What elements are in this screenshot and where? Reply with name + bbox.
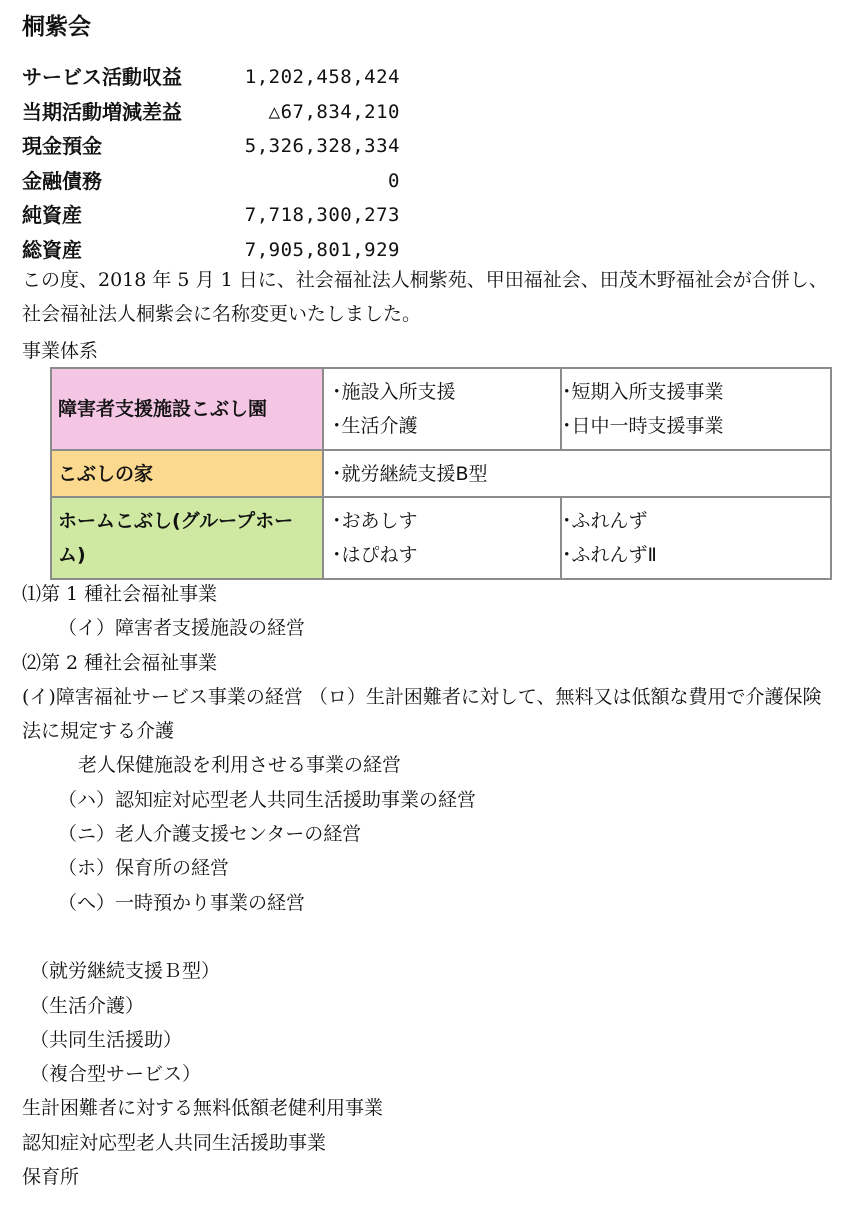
text-line: （イ）障害者支援施設の経営 — [58, 617, 306, 640]
financial-value: 0 — [388, 169, 400, 192]
service-item: ･生活介護 — [332, 415, 418, 437]
financial-label: サービス活動収益 — [22, 65, 182, 89]
financial-row — [22, 60, 402, 95]
text-line: ⑴第 1 種社会福祉事業 — [22, 583, 218, 605]
text-line: (イ)障害福祉サービス事業の経営 （ロ）生計困難者に対して、無料又は低額な費用で介護保険法に規定する介護 — [22, 685, 822, 743]
text-line: （ニ）老人介護支援センターの経営 — [58, 823, 362, 846]
text-line: ⑵第 2 種社会福祉事業 — [22, 651, 218, 674]
table-row — [51, 368, 831, 450]
text-line: 認知症対応型老人共同生活援助事業 — [22, 1131, 327, 1154]
financial-label: 純資産 — [22, 203, 82, 227]
service-item: ･ふれんず — [562, 510, 648, 532]
service-item: ･日中一時支援事業 — [562, 415, 724, 437]
financial-row — [22, 164, 402, 199]
service-cell — [323, 450, 831, 497]
financial-value: 7,718,300,273 — [244, 204, 400, 226]
text-line: （ホ）保育所の経営 — [58, 857, 230, 880]
financial-row — [22, 233, 402, 268]
financial-label: 当期活動増減差益 — [22, 99, 182, 124]
financial-label: 現金預金 — [22, 134, 102, 158]
intro-paragraph: この度、2018 年 5 月 1 日に、社会福祉法人桐紫苑、甲田福祉会、田茂木野福祉会が合併し、社会福祉法人桐紫会に名称変更いたしました。 — [22, 269, 828, 325]
financial-value: △67,834,210 — [268, 100, 400, 123]
service-cell — [323, 368, 561, 450]
text-line: 生計困難者に対する無料低額老健利用事業 — [22, 1097, 384, 1120]
text-line: （就労継続支援Ｂ型） — [30, 960, 221, 983]
financial-value: 1,202,458,424 — [244, 66, 400, 88]
service-item: ･短期入所支援事業 — [562, 381, 724, 403]
table-row — [51, 450, 831, 497]
financial-value: 5,326,328,334 — [244, 135, 400, 157]
table-row — [51, 497, 831, 579]
facility-name: こぶしの家 — [51, 450, 323, 497]
facility-name: 障害者支援施設こぶし園 — [51, 368, 323, 450]
service-cell — [323, 497, 561, 579]
service-item: ･はぴねす — [332, 544, 418, 566]
text-line: 保育所 — [22, 1166, 80, 1189]
blank-line — [22, 920, 838, 954]
page-title: 桐紫会 — [22, 14, 91, 40]
business-description — [22, 577, 838, 1194]
service-item: ･おあしす — [332, 510, 418, 532]
facility-name: ホームこぶし(グループホーム) — [51, 497, 323, 579]
text-line: 老人保健施設を利用させる事業の経営 — [78, 754, 402, 777]
service-item: ･就労継続支援B型 — [332, 462, 488, 485]
text-line: （ハ）認知症対応型老人共同生活援助事業の経営 — [58, 788, 477, 811]
section-title: 事業体系 — [22, 340, 99, 362]
financial-row — [22, 198, 402, 233]
service-item: ･施設入所支援 — [332, 381, 456, 403]
financial-value: 7,905,801,929 — [244, 238, 400, 261]
financial-label: 総資産 — [22, 237, 82, 262]
service-item: ･ふれんずⅡ — [562, 544, 657, 566]
text-line: （複合型サービス） — [30, 1063, 202, 1086]
financial-row — [22, 95, 402, 130]
business-table — [50, 367, 832, 580]
financial-row — [22, 129, 402, 164]
financial-summary — [22, 60, 402, 267]
text-line: （へ）一時預かり事業の経営 — [58, 891, 306, 914]
text-line: （生活介護） — [30, 994, 145, 1017]
financial-label: 金融債務 — [22, 168, 102, 193]
service-cell — [561, 497, 831, 579]
text-line: （共同生活援助） — [30, 1028, 183, 1051]
service-cell — [561, 368, 831, 450]
